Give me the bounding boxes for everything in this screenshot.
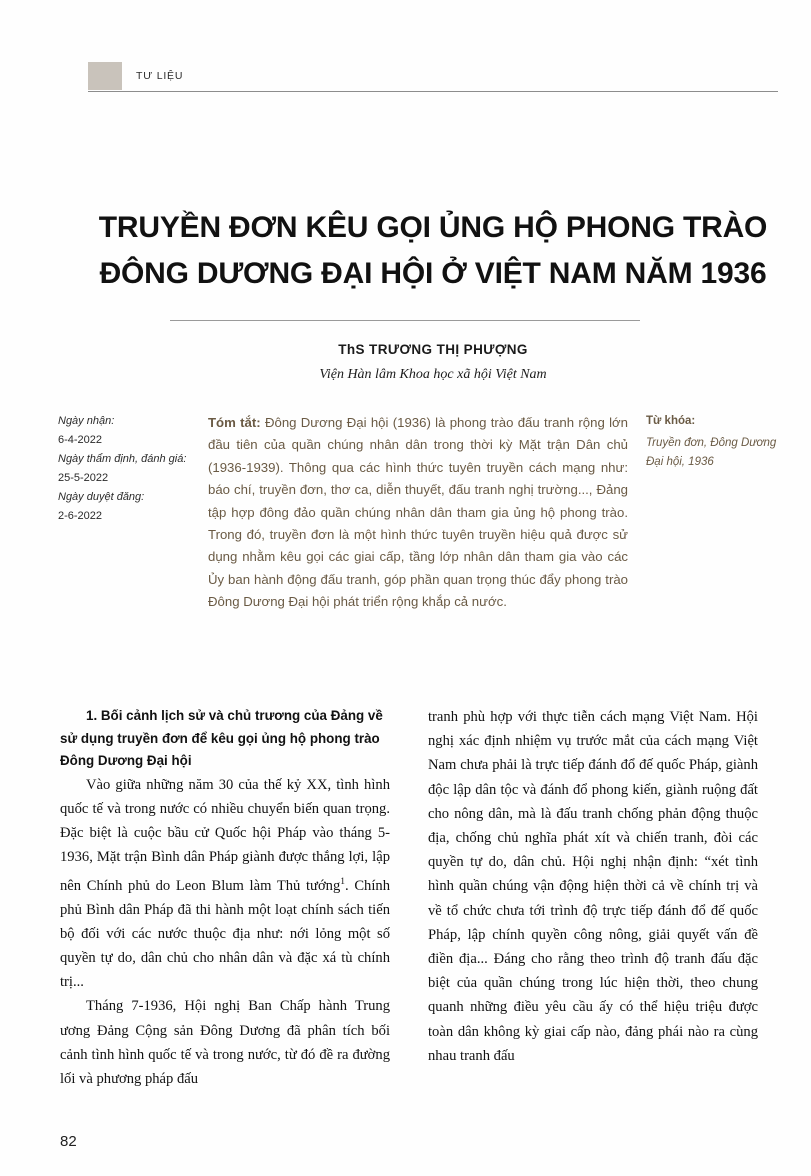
article-author: ThS TRƯƠNG THỊ PHƯỢNG: [338, 342, 528, 357]
date-label-reviewed: Ngày thẩm định, đánh giá:: [58, 453, 187, 465]
article-affiliation: Viện Hàn lâm Khoa học xã hội Việt Nam: [319, 367, 547, 382]
running-head-label: TƯ LIỆU: [136, 70, 184, 82]
date-label-accepted: Ngày duyệt đăng:: [58, 491, 145, 503]
section-heading: 1. Bối cảnh lịch sử và chủ trương của Đảng về sử dụng truyền đơn để kêu gọi ủng hộ phong trào Đông Dương Đại hội: [60, 708, 383, 769]
footnote-marker-1: 1: [340, 876, 346, 887]
running-head-rule: [88, 91, 778, 92]
date-label-received: Ngày nhận:: [58, 415, 115, 427]
running-head-marker: [88, 62, 122, 90]
article-title: [88, 205, 778, 297]
keywords-title: Từ khóa:: [646, 415, 696, 427]
abstract-lead-in: Tóm tắt:: [208, 415, 261, 430]
submission-dates: [58, 412, 193, 526]
abstract: [208, 412, 628, 614]
title-divider: [170, 320, 640, 321]
keywords-list: Truyền đơn, Đông Dương Đại hội, 1936: [646, 437, 777, 468]
paragraph-left-1-continued: . Chính phủ Bình dân Pháp đã thi hành một loạt chính sách tiến bộ đối với các nước thuộc địa như: nới lỏng một số quyền tự do, dân chủ cho nhân dân và đặc xá tù chính trị...: [60, 877, 390, 991]
date-value-accepted: 2-6-2022: [58, 509, 103, 522]
paragraph-left-1: [60, 773, 390, 995]
date-value-reviewed: 25-5-2022: [58, 471, 109, 484]
body-column-right: [428, 705, 758, 1068]
keywords: [646, 412, 778, 472]
article-title-line-2: ĐÔNG DƯƠNG ĐẠI HỘI Ở VIỆT NAM NĂM 1936: [99, 257, 767, 290]
body-column-left: [60, 705, 390, 1091]
paragraph-left-2: Tháng 7-1936, Hội nghị Ban Chấp hành Trung ương Đảng Cộng sản Đông Dương đã phân tích bối cảnh tình hình quốc tế và trong nước, từ đó đề ra đường lối và phương pháp đấu: [60, 998, 390, 1088]
page-number: 82: [60, 1133, 77, 1150]
date-value-received: 6-4-2022: [58, 433, 103, 446]
running-head: [88, 62, 778, 92]
paragraph-left-1-text: Vào giữa những năm 30 của thế kỷ XX, tình hình quốc tế và trong nước có nhiều chuyển biến quan trọng. Đặc biệt là cuộc bầu cử Quốc hội Pháp vào tháng 5-1936, Mặt trận Bình dân Pháp giành được thắng lợi, lập nên Chính phủ do Leon Blum làm Thủ tướng: [60, 776, 390, 894]
paragraph-right-1: tranh phù hợp với thực tiễn cách mạng Việt Nam. Hội nghị xác định nhiệm vụ trước mắt của cách mạng Việt Nam chưa phải là trực tiếp đánh đổ đế quốc Pháp, giành độc lập dân tộc và đánh đổ phong kiến, giành ruộng đất cho nông dân, mà là đấu tranh chống phản động thuộc địa, chống chủ nghĩa phát xít và chiến tranh, đòi các quyền tự do, dân chủ. Hội nghị nhận định: “xét tình hình quần chúng vận động hiện thời cả về chính trị và về tổ chức chưa tới trình độ trực tiếp đánh đổ đế quốc Pháp, lập chính quyền công nông, giải quyết vấn đề điền địa... Đáng cho rằng theo trình độ tranh đấu đặc biệt của quần chúng trong lúc hiện thời, theo chung quanh những điều yêu cầu ấy có thể hiệu triệu được toàn dân không kỳ giai cấp nào, đảng phái nào ra cùng nhau tranh đấu: [428, 709, 758, 1064]
abstract-text: Đông Dương Đại hội (1936) là phong trào đấu tranh rộng lớn đầu tiên của quần chúng nhân dân trong thời kỳ Mặt trận Dân chủ (1936-1939). Thông qua các hình thức tuyên truyền cách mạng như: báo chí, truyền đơn, thơ ca, diễn thuyết, đấu tranh nghị trường..., Đảng tập hợp đông đảo quần chúng nhân dân tham gia ủng hộ phong trào. Trong đó, truyền đơn là một hình thức tuyên truyền hiệu quả được sử dụng nhằm kêu gọi các giai cấp, tầng lớp nhân dân tham gia vào các Ủy ban hành động đấu tranh, góp phần quan trọng thúc đẩy phong trào Đông Dương Đại hội phát triển rộng khắp cả nước.: [208, 415, 628, 610]
article-title-line-1: TRUYỀN ĐƠN KÊU GỌI ỦNG HỘ PHONG TRÀO: [98, 211, 768, 244]
